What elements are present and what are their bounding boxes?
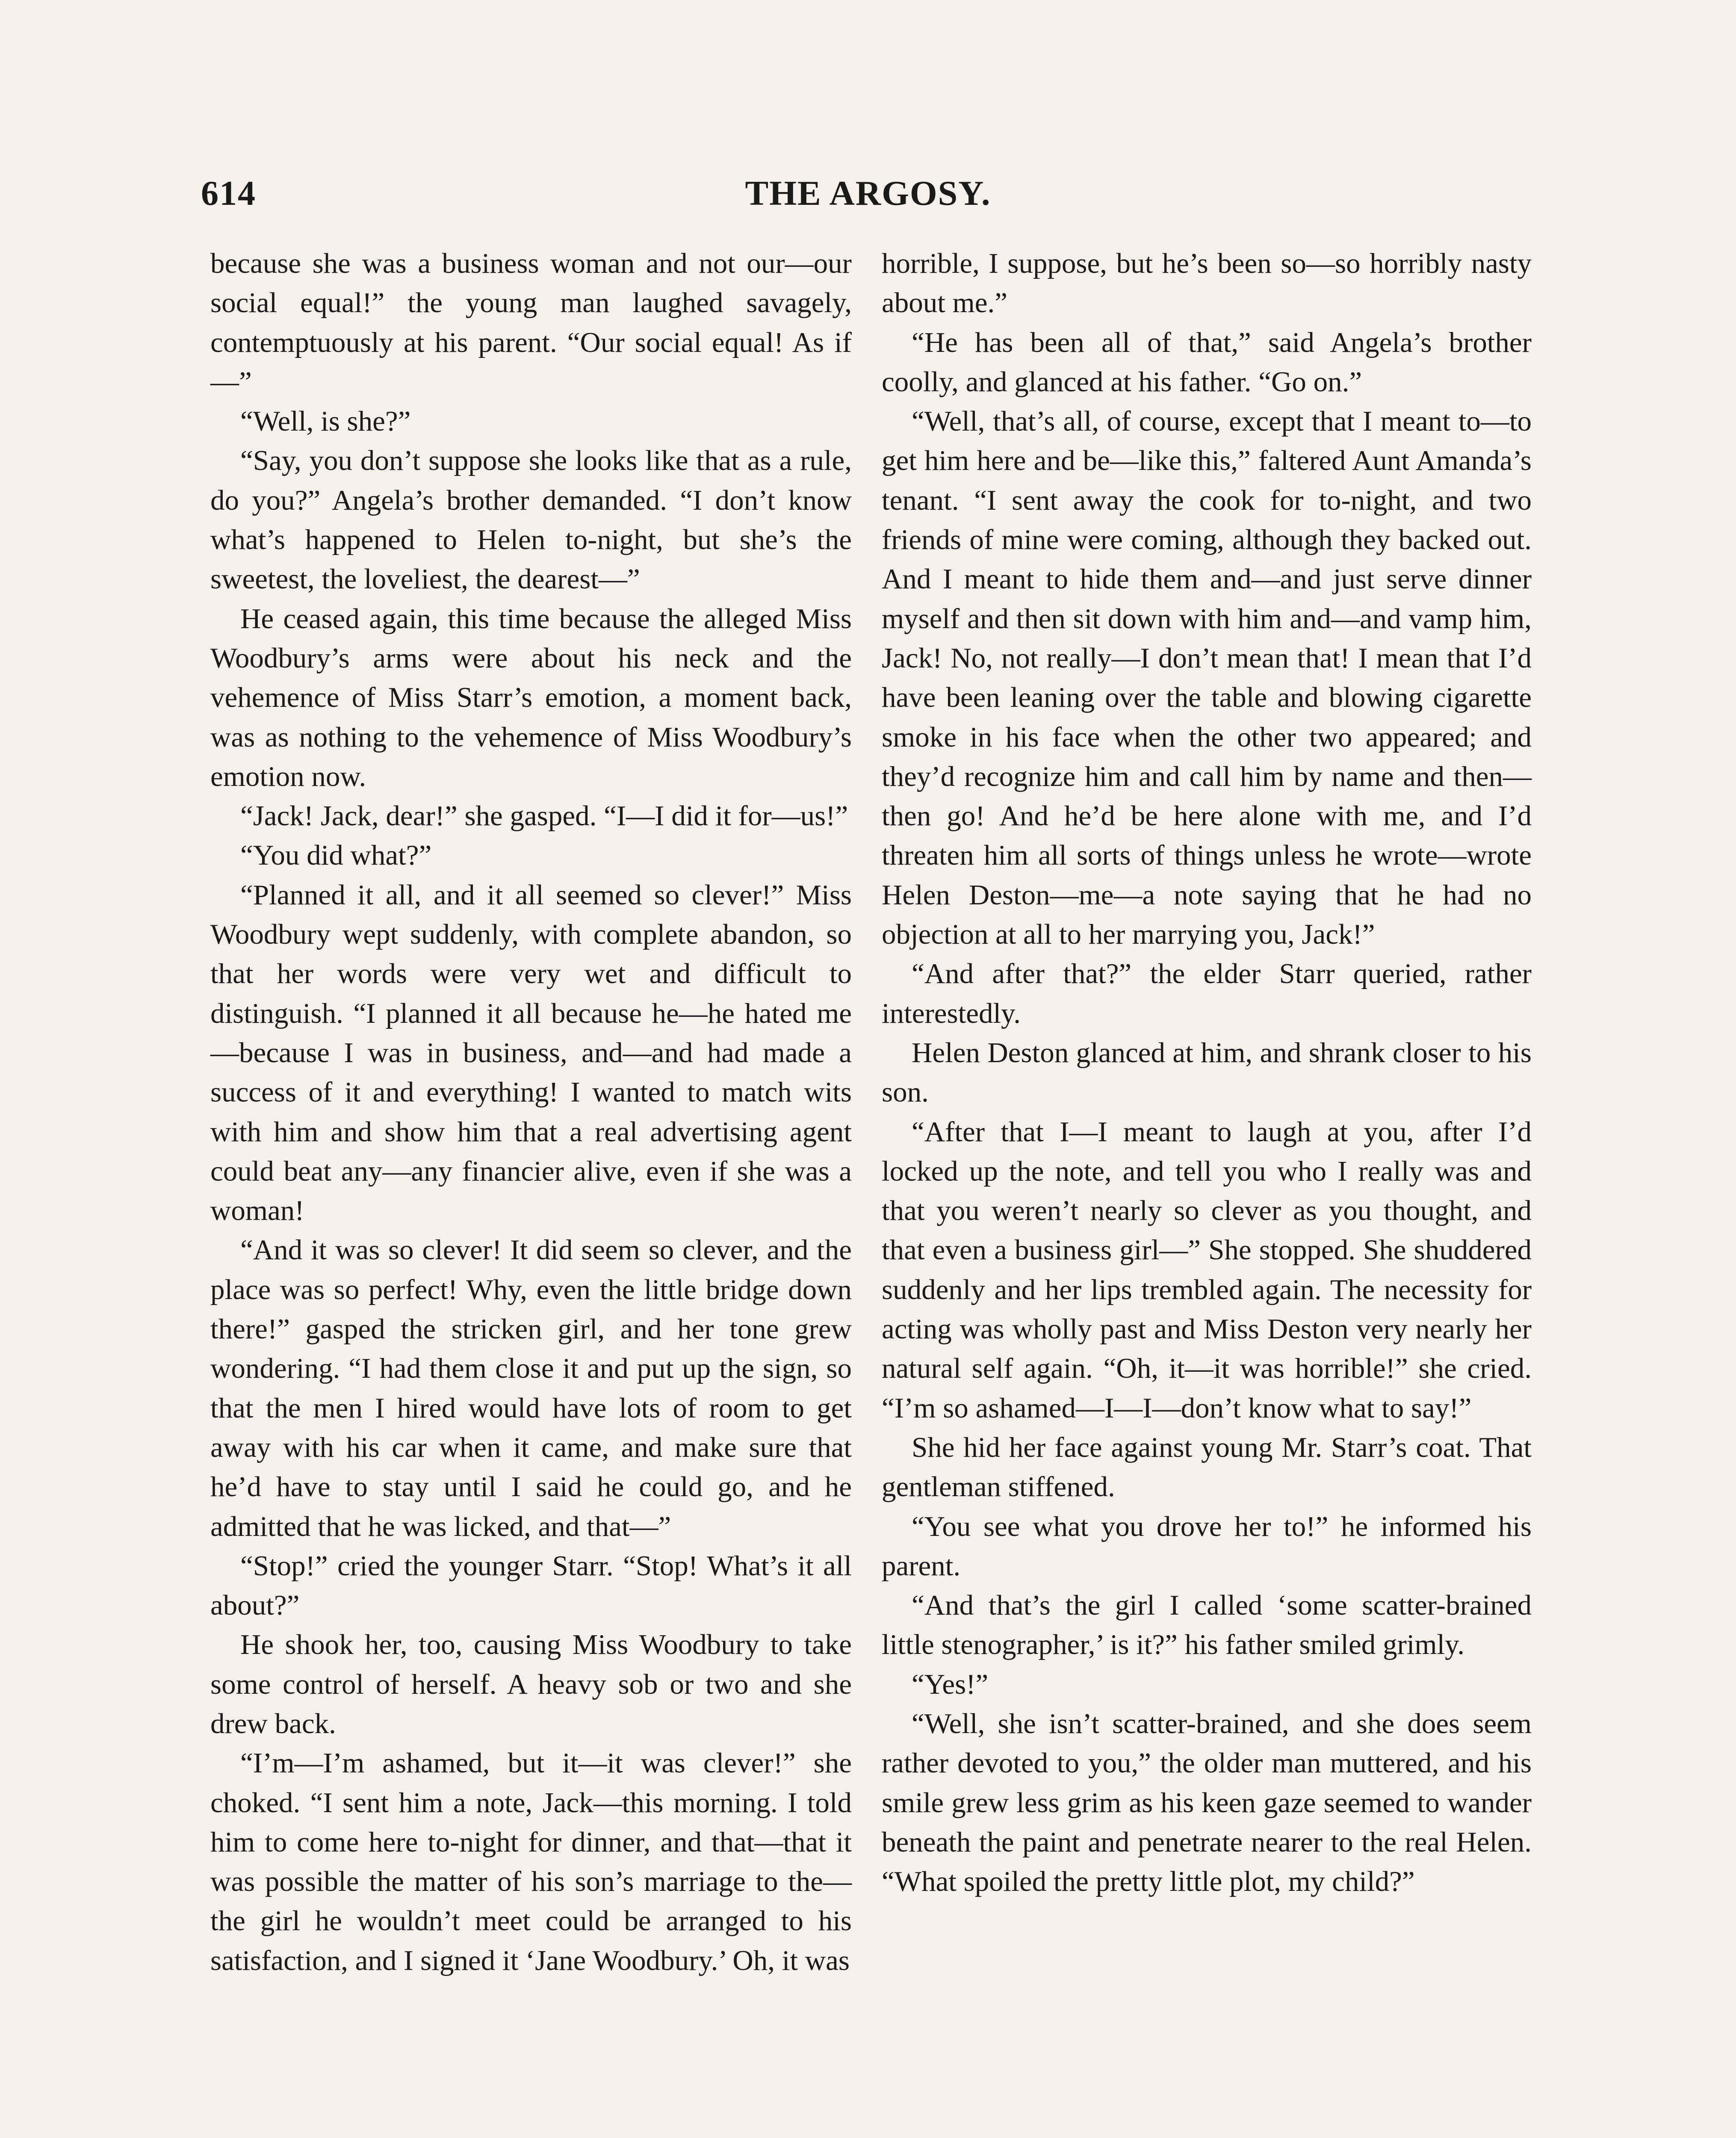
paragraph: “Well, that’s all, of course, except that I meant to—to get him here and be—like this,” faltered Aunt Amanda’s tenant. “I sent away the cook for to-night, and two friends of mine were coming, although they backed out. And I meant to hide them and—and just serve dinner myself and then sit down with him and—and vamp him, Jack! No, not really—I don’t mean that! I mean that I’d have been leaning over the table and blowing cigarette smoke in his face when the other two appeared; and they’d recognize him and call him by name and then—then go! And he’d be here alone with me, and I’d threaten him all sorts of things unless he wrote—wrote Helen Deston—me—a note saying that he had no objection at all to her marrying you, Jack!” (882, 405, 1532, 951)
paragraph: She hid her face against young Mr. Starr’s coat. That gentleman stiffened. (882, 1431, 1532, 1503)
paragraph: “Planned it all, and it all seemed so clever!” Miss Woodbury wept suddenly, with complete abandon, so that her words were very wet and difficult to distinguish. “I planned it all because he—he hated me—because I was in business, and—and had made a success of it and everything! I wanted to match wits with him and show him that a real advertising agent could beat any—any financier alive, even if she was a woman! (210, 879, 852, 1227)
paragraph: “You see what you drove her to!” he informed his parent. (882, 1510, 1532, 1582)
paragraph: “And after that?” the elder Starr queried, rather interestedly. (882, 958, 1532, 1029)
paragraph: “After that I—I meant to laugh at you, after I’d locked up the note, and tell you who I really was and that you weren’t nearly so clever as you thought, and that even a business girl—” She stopped. She shuddered suddenly and her lips trembled again. The necessity for acting was wholly past and Miss Deston very nearly her natural self again. “Oh, it—it was horrible!” she cried. “I’m so ashamed—I—I—don’t know what to say!” (882, 1116, 1532, 1424)
paragraph: Helen Deston glanced at him, and shrank closer to his son. (882, 1037, 1532, 1108)
right-column (882, 244, 1532, 2138)
left-column (210, 244, 852, 2138)
paragraph: “And that’s the girl I called ‘some scatter-brained little stenographer,’ is it?” his father smiled grimly. (882, 1589, 1532, 1661)
paragraph: “Jack! Jack, dear!” she gasped. “I—I did it for—us!” (240, 800, 848, 832)
paragraph: horrible, I suppose, but he’s been so—so horribly nasty about me.” (882, 248, 1532, 319)
page-number: 614 (201, 174, 256, 213)
paragraph: “Well, is she?” (240, 405, 411, 437)
paragraph: “Say, you don’t suppose she looks like that as a rule, do you?” Angela’s brother demanded. “I don’t know what’s happened to Helen to-night, but she’s the sweetest, the loveliest, the dearest—” (210, 445, 852, 595)
paragraph: “I’m—I’m ashamed, but it—it was clever!” she choked. “I sent him a note, Jack—this morning. I told him to come here to-night for dinner, and that—that it was possible the matter of his son’s marriage to the—the girl he wouldn’t meet could be arranged to his satisfaction, and I signed it ‘Jane Woodbury.’ Oh, it was (210, 1747, 852, 1976)
paragraph: He shook her, too, causing Miss Woodbury to take some control of herself. A heavy sob or two and she drew back. (210, 1629, 852, 1739)
paragraph: “Yes!” (912, 1668, 989, 1700)
paragraph: “Stop!” cried the younger Starr. “Stop! What’s it all about?” (210, 1550, 852, 1621)
running-head-title: THE ARGOSY. (745, 174, 991, 213)
paragraph: because she was a business woman and not our—our social equal!” the young man laughed savagely, contemptuously at his parent. “Our social equal! As if—” (210, 248, 852, 398)
paragraph: He ceased again, this time because the alleged Miss Woodbury’s arms were about his neck and the vehemence of Miss Starr’s emotion, a moment back, was as nothing to the vehemence of Miss Woodbury’s emotion now. (210, 602, 852, 792)
paragraph: “And it was so clever! It did seem so clever, and the place was so perfect! Why, even the little bridge down there!” gasped the stricken girl, and her tone grew wondering. “I had them close it and put up the sign, so that the men I hired would have lots of room to get away with his car when it came, and make sure that he’d have to stay until I said he could go, and he admitted that he was licked, and that—” (210, 1234, 852, 1542)
paragraph: “He has been all of that,” said Angela’s brother coolly, and glanced at his father. “Go on.” (882, 326, 1532, 398)
page-header (201, 173, 1535, 220)
paragraph: “Well, she isn’t scatter-brained, and she does seem rather devoted to you,” the older man muttered, and his smile grew less grim as his keen gaze seemed to wander beneath the paint and penetrate nearer to the real Helen. “What spoiled the pretty little plot, my child?” (882, 1707, 1532, 1898)
paragraph: “You did what?” (240, 839, 432, 871)
